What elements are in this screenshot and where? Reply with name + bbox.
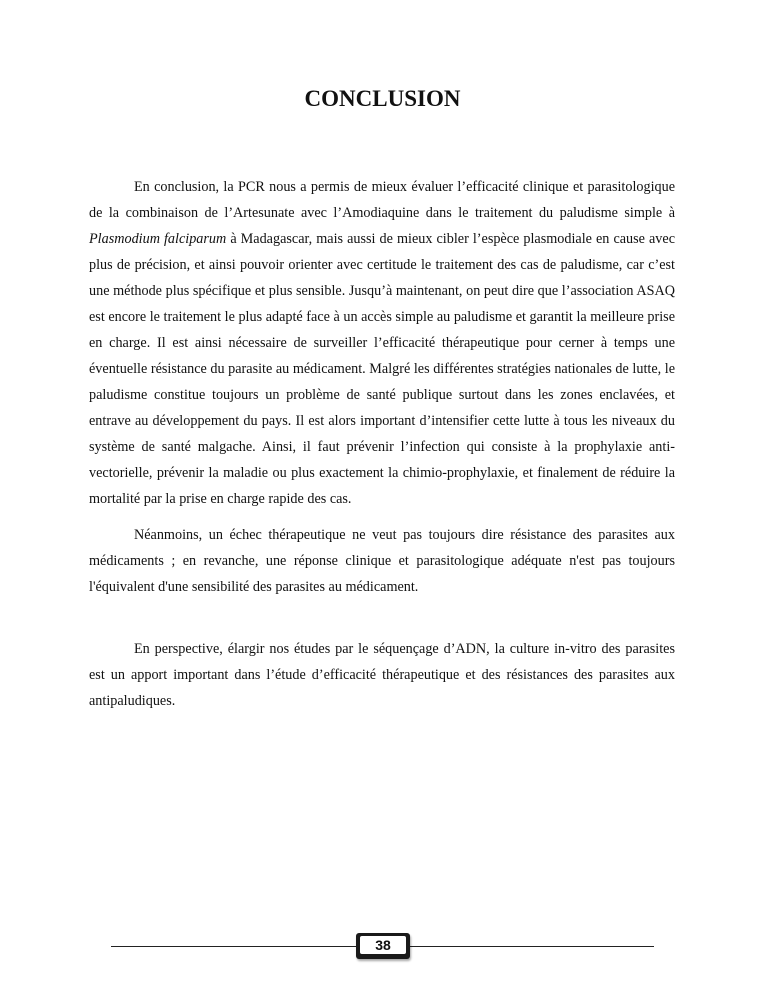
paragraph-conclusion xyxy=(89,174,675,512)
page-title: CONCLUSION xyxy=(304,86,461,111)
footer-rule-right xyxy=(410,946,654,947)
paragraph-1-text-end: à Madagascar, mais aussi de mieux cibler l’espèce plasmodiale en cause avec plus de précision, et ainsi pouvoir orienter avec certitude le traitement des cas de paludisme, car c’est une méthode plus spécifique et plus sensible. Jusqu’à maintenant, on peut dire que l’association ASAQ est encore le traitement le plus adapté face à un accès simple au paludisme et garantit la meilleure prise en charge. Il est ainsi nécessaire de surveiller l’efficacité thérapeutique pour cerner à temps une éventuelle résistance du parasite au médicament. Malgré les différentes stratégies nationales de lutte, le paludisme constitue toujours un problème de santé publique surtout dans les zones enclavées, et entrave au développement du pays. Il est alors important d’intensifier cette lutte à tous les niveaux du système de santé malgache. Ainsi, il faut prévenir l’infection qui consiste à la prophylaxie anti-vectorielle, prévenir la maladie ou plus exactement la chimio-prophylaxie, et finalement de réduire la mortalité par la prise en charge rapide des cas. xyxy=(89,231,675,507)
footer-rule-left xyxy=(111,946,356,947)
paragraph-therapeutic-failure: Néanmoins, un échec thérapeutique ne veut pas toujours dire résistance des parasites aux médicaments ; en revanche, une réponse clinique et parasitologique adéquate n'est pas toujours l'équivalent d'une sensibilité des parasites au médicament. xyxy=(89,527,675,595)
paragraph-perspective: En perspective, élargir nos études par le séquençage d’ADN, la culture in-vitro des parasites est un apport important dans l’étude d’efficacité thérapeutique et des résistances des parasites aux antipaludiques. xyxy=(89,641,675,709)
conclusion-body xyxy=(89,174,675,714)
species-name: Plasmodium falciparum xyxy=(89,231,227,247)
page-number-badge xyxy=(356,933,410,959)
page-number: 38 xyxy=(360,936,406,954)
paragraph-1-text-start: En conclusion, la PCR nous a permis de mieux évaluer l’efficacité clinique et parasitologique de la combinaison de l’Artesunate avec l’Amodiaquine dans le traitement du paludisme simple à xyxy=(89,179,675,221)
